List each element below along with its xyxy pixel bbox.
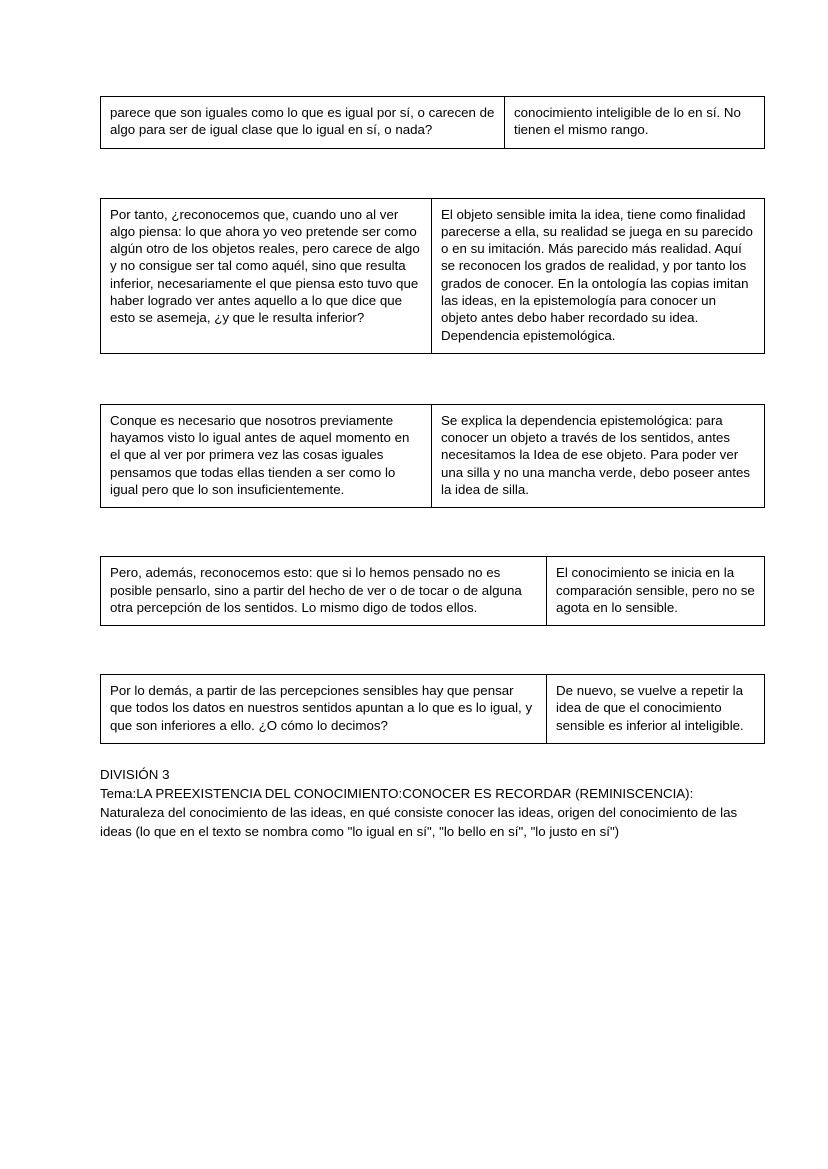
- source-text-cell: Por lo demás, a partir de las percepciones sensibles hay que pensar que todos los datos en nuestros sentidos apuntan a lo que es lo igual, y que son inferiores a ello. ¿O cómo lo decimos?: [101, 675, 547, 744]
- comparison-table-3: [100, 404, 765, 508]
- source-text-cell: Por tanto, ¿reconocemos que, cuando uno al ver algo piensa: lo que ahora yo veo pretende ser como algún otro de los objetos reales, pero carece de algo y no consigue ser tal como aquél, sino que resulta inferior, necesariamente el que piensa esto tuvo que haber logrado ver antes aquello a lo que dice que esto se asemeja, ¿y que le resulta inferior?: [101, 198, 432, 353]
- table-row: [101, 198, 765, 353]
- table-row: [101, 404, 765, 507]
- table-row: [101, 675, 765, 744]
- source-text-cell: Pero, además, reconocemos esto: que si lo hemos pensado no es posible pensarlo, sino a partir del hecho de ver o de tocar o de alguna otra percepción de los sentidos. Lo mismo digo de todos ellos.: [101, 557, 547, 626]
- division-heading: DIVISIÓN 3: [100, 766, 170, 782]
- source-text-cell: Conque es necesario que nosotros previamente hayamos visto lo igual antes de aquel momento en el que al ver por primera vez las cosas iguales pensamos que todas ellas tienden a ser como lo igual pero que lo son insuficientemente.: [101, 404, 432, 507]
- commentary-cell: Se explica la dependencia epistemológica: para conocer un objeto a través de los sentidos, antes necesitamos la Idea de ese objeto. Para poder ver una silla y no una mancha verde, debo poseer antes la idea de silla.: [432, 404, 765, 507]
- source-text-cell: parece que son iguales como lo que es igual por sí, o carecen de algo para ser de igual clase que lo igual en sí, o nada?: [101, 97, 505, 149]
- commentary-cell: conocimiento inteligible de lo en sí. No tienen el mismo rango.: [505, 97, 765, 149]
- footer-notes: [100, 766, 740, 842]
- theme-description: Tema:LA PREEXISTENCIA DEL CONOCIMIENTO:CONOCER ES RECORDAR (REMINISCENCIA): Naturaleza del conocimiento de las ideas, en qué consiste conocer las ideas, origen del conocimiento de las ideas (lo que en el texto se nombra como "lo igual en sí", "lo bello en sí", "lo justo en sí"): [100, 785, 738, 839]
- table-row: [101, 97, 765, 149]
- commentary-cell: El conocimiento se inicia en la comparación sensible, pero no se agota en lo sensible.: [547, 557, 765, 626]
- comparison-table-1: [100, 96, 765, 149]
- comparison-table-5: [100, 674, 765, 744]
- commentary-cell: El objeto sensible imita la idea, tiene como finalidad parecerse a ella, su realidad se juega en su parecido o en su imitación. Más parecido más realidad. Aquí se reconocen los grados de realidad, y por tanto los grados de conocer. En la ontología las copias imitan las ideas, en la epistemología para conocer un objeto antes debo haber recordado su idea. Dependencia epistemológica.: [432, 198, 765, 353]
- comparison-table-2: [100, 198, 765, 354]
- table-row: [101, 557, 765, 626]
- commentary-cell: De nuevo, se vuelve a repetir la idea de que el conocimiento sensible es inferior al inteligible.: [547, 675, 765, 744]
- comparison-table-4: [100, 556, 765, 626]
